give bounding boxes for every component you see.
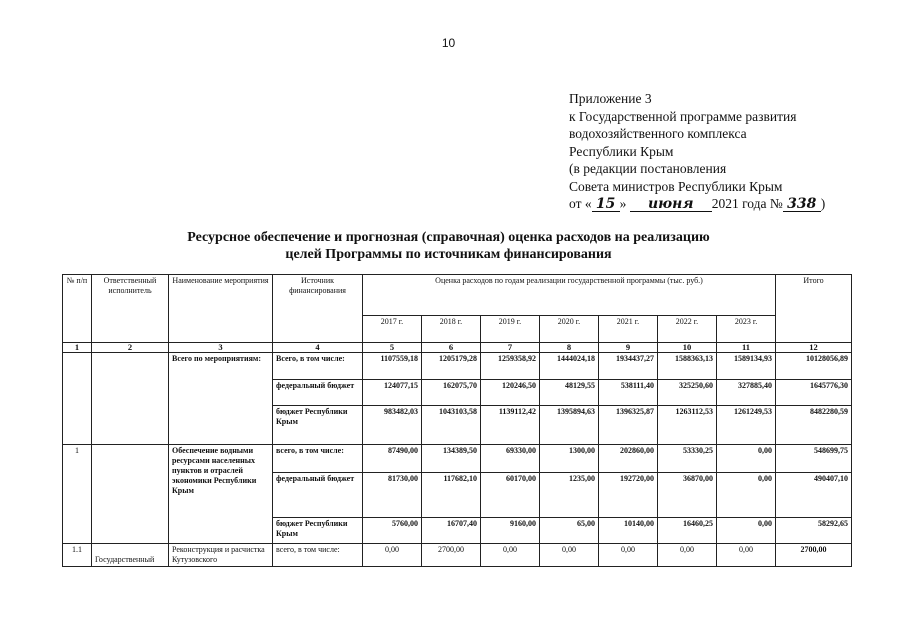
date-prefix: от «: [569, 196, 592, 211]
handwritten-number: 338: [783, 198, 821, 212]
date-close: ): [820, 196, 826, 211]
column-index: 11: [717, 343, 776, 353]
row-number: 1.1: [63, 544, 92, 567]
row-total: 58292,65: [776, 518, 852, 544]
row-value: 983482,03: [363, 406, 422, 445]
table-row: [63, 353, 852, 380]
row-value: 1259358,92: [481, 353, 540, 380]
row-value: 0,00: [717, 445, 776, 473]
row-value: 1043103,58: [422, 406, 481, 445]
header-year: 2022 г.: [658, 316, 717, 343]
row-value: 0,00: [540, 544, 599, 567]
header-year: 2023 г.: [717, 316, 776, 343]
financing-table: [62, 274, 852, 567]
header-year: 2021 г.: [599, 316, 658, 343]
row-value: 202860,00: [599, 445, 658, 473]
column-index: 8: [540, 343, 599, 353]
row-measure: Реконструкция и расчистка Кутузовского: [169, 544, 273, 567]
row-value: 5760,00: [363, 518, 422, 544]
header-num: № п/п: [63, 275, 92, 343]
row-value: 1300,00: [540, 445, 599, 473]
row-value: 65,00: [540, 518, 599, 544]
row-value: 10140,00: [599, 518, 658, 544]
row-value: 2700,00: [422, 544, 481, 567]
row-value: 0,00: [481, 544, 540, 567]
appendix-line: к Государственной программе развития: [569, 108, 797, 124]
appendix-block: [569, 90, 869, 213]
row-value: 53330,25: [658, 445, 717, 473]
column-index-row: [63, 343, 852, 353]
row-source: федеральный бюджет: [273, 473, 363, 518]
header-year: 2020 г.: [540, 316, 599, 343]
row-total: 2700,00: [776, 544, 852, 567]
row-measure: Всего по мероприятиям:: [169, 353, 273, 445]
appendix-line: водохозяйственного комплекса: [569, 126, 747, 141]
row-value: 0,00: [717, 473, 776, 518]
row-value: 1205179,28: [422, 353, 481, 380]
appendix-line: Совета министров Республики Крым: [569, 178, 783, 194]
header-estimate: Оценка расходов по годам реализации государственной программы (тыс. руб.): [363, 275, 776, 316]
row-value: 0,00: [599, 544, 658, 567]
row-value: 48129,55: [540, 380, 599, 406]
date-year: 2021 года №: [711, 196, 783, 211]
column-index: 1: [63, 343, 92, 353]
row-value: 327885,40: [717, 380, 776, 406]
row-value: 16707,40: [422, 518, 481, 544]
row-value: 60170,00: [481, 473, 540, 518]
document-title-line1: Ресурсное обеспечение и прогнозная (справочная) оценка расходов на реализацию: [187, 230, 710, 245]
row-value: 1934437,27: [599, 353, 658, 380]
handwritten-day: 15: [592, 198, 620, 212]
handwritten-month: июня: [630, 198, 712, 212]
appendix-date-line: [569, 195, 869, 213]
header-row: [63, 275, 852, 316]
row-value: 1235,00: [540, 473, 599, 518]
row-total: 8482280,59: [776, 406, 852, 445]
row-executor: [92, 445, 169, 544]
table-row: [63, 445, 852, 473]
row-source: федеральный бюджет: [273, 380, 363, 406]
row-total: 490407,10: [776, 473, 852, 518]
row-measure: Обеспечение водными ресурсами населенных пунктов и отраслей экономики Республики Крым: [169, 445, 273, 544]
column-index: 5: [363, 343, 422, 353]
row-value: 1396325,87: [599, 406, 658, 445]
row-value: 0,00: [363, 544, 422, 567]
row-source: бюджет Республики Крым: [273, 406, 363, 445]
page-number: 10: [441, 36, 456, 50]
row-value: 0,00: [717, 518, 776, 544]
row-value: 0,00: [717, 544, 776, 567]
row-total: 10128056,89: [776, 353, 852, 380]
row-value: 538111,40: [599, 380, 658, 406]
row-executor: Государственный: [92, 544, 169, 567]
header-year: 2019 г.: [481, 316, 540, 343]
row-number: [63, 353, 92, 445]
appendix-line: Приложение 3: [569, 91, 652, 106]
row-value: 134389,50: [422, 445, 481, 473]
column-index: 9: [599, 343, 658, 353]
header-year: 2017 г.: [363, 316, 422, 343]
row-value: 124077,15: [363, 380, 422, 406]
row-value: 87490,00: [363, 445, 422, 473]
row-value: 1261249,53: [717, 406, 776, 445]
row-value: 1588363,13: [658, 353, 717, 380]
column-index: 4: [273, 343, 363, 353]
table-row: [63, 544, 852, 567]
column-index: 2: [92, 343, 169, 353]
column-index: 10: [658, 343, 717, 353]
table-body: [63, 275, 852, 567]
header-measure: Наименование мероприятия: [169, 275, 273, 343]
document-title-line2: целей Программы по источникам финансирования: [285, 247, 612, 262]
row-value: 192720,00: [599, 473, 658, 518]
row-value: 117682,10: [422, 473, 481, 518]
row-value: 1444024,18: [540, 353, 599, 380]
header-total: Итого: [776, 275, 852, 343]
appendix-line: (в редакции постановления: [569, 161, 727, 176]
row-value: 1263112,53: [658, 406, 717, 445]
row-total: 548699,75: [776, 445, 852, 473]
header-year: 2018 г.: [422, 316, 481, 343]
row-total: 1645776,30: [776, 380, 852, 406]
column-index: 12: [776, 343, 852, 353]
header-executor: Ответственный исполнитель: [92, 275, 169, 343]
column-index: 3: [169, 343, 273, 353]
row-value: 0,00: [658, 544, 717, 567]
row-value: 1107559,18: [363, 353, 422, 380]
row-value: 9160,00: [481, 518, 540, 544]
date-mid: »: [619, 196, 627, 211]
row-source: бюджет Республики Крым: [273, 518, 363, 544]
row-value: 1589134,93: [717, 353, 776, 380]
row-value: 120246,50: [481, 380, 540, 406]
row-source: всего, в том числе:: [273, 445, 363, 473]
row-source: всего, в том числе:: [273, 544, 363, 567]
row-value: 36870,00: [658, 473, 717, 518]
row-value: 162075,70: [422, 380, 481, 406]
header-source: Источник финансирования: [273, 275, 363, 343]
row-value: 1139112,42: [481, 406, 540, 445]
column-index: 6: [422, 343, 481, 353]
row-value: 325250,60: [658, 380, 717, 406]
row-executor: [92, 353, 169, 445]
appendix-line: Республики Крым: [569, 143, 674, 159]
row-value: 69330,00: [481, 445, 540, 473]
column-index: 7: [481, 343, 540, 353]
row-number: 1: [63, 445, 92, 544]
row-value: 81730,00: [363, 473, 422, 518]
row-value: 16460,25: [658, 518, 717, 544]
row-source: Всего, в том числе:: [273, 353, 363, 380]
row-value: 1395894,63: [540, 406, 599, 445]
